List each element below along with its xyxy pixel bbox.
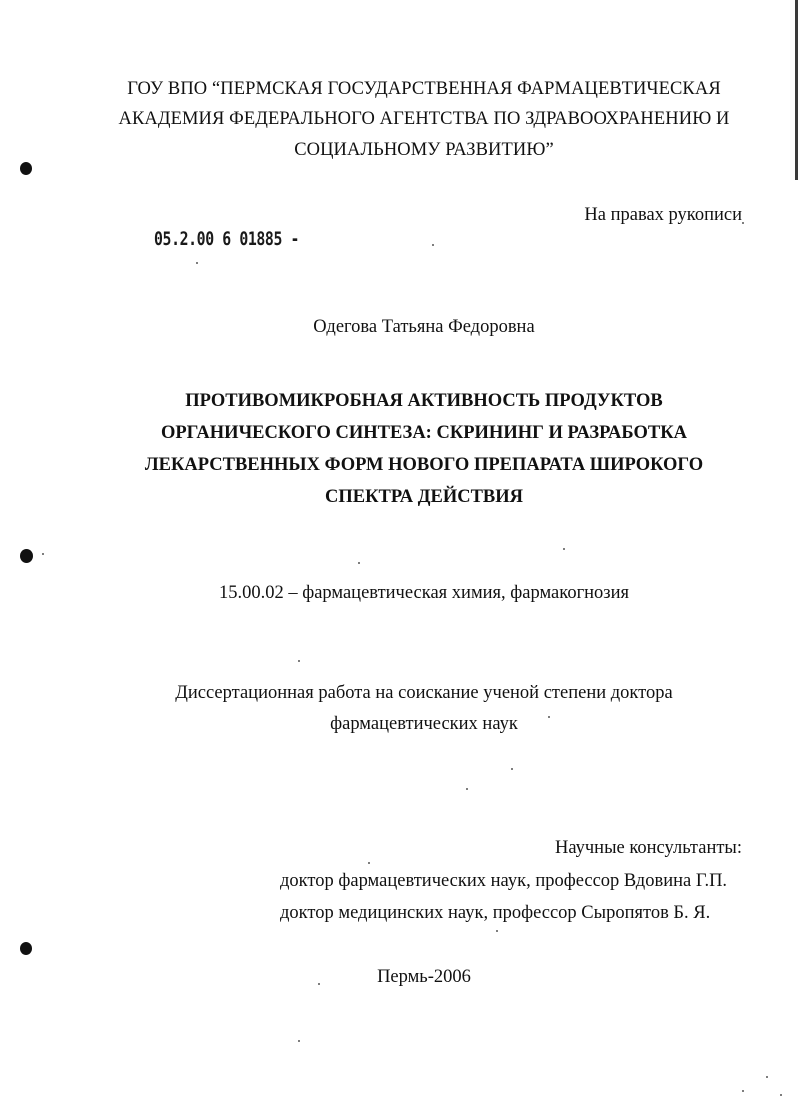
binding-mark-3 (20, 942, 32, 955)
specialty-line: 15.00.02 – фармацевтическая химия, фармакогнозия (218, 583, 630, 603)
place-year: Пермь-2006 (377, 967, 471, 987)
scan-speck (298, 1040, 300, 1042)
scan-speck (780, 1094, 782, 1096)
consultants-heading: Научные консультанты: (555, 838, 742, 858)
scan-speck (548, 716, 550, 718)
consultant-1: доктор фармацевтических наук, профессор Вдовина Г.П. (280, 871, 728, 891)
institution-line-3: СОЦИАЛЬНОМУ РАЗВИТИЮ” (294, 140, 554, 160)
scan-speck (496, 930, 498, 932)
binding-mark-1 (20, 162, 32, 175)
scan-speck (318, 983, 320, 985)
scan-speck (766, 1076, 768, 1078)
institution-line-1: ГОУ ВПО “ПЕРМСКАЯ ГОСУДАРСТВЕННАЯ ФАРМАЦЕВТИЧЕСКАЯ (127, 79, 721, 99)
scan-speck (298, 660, 300, 662)
scan-speck (432, 244, 434, 246)
title-line-3: ЛЕКАРСТВЕННЫХ ФОРМ НОВОГО ПРЕПАРАТА ШИРОКОГО (144, 455, 704, 475)
title-line-1: ПРОТИВОМИКРОБНАЯ АКТИВНОСТЬ ПРОДУКТОВ (185, 391, 663, 411)
scan-speck (742, 222, 744, 224)
scan-speck (42, 553, 44, 555)
degree-line-1: Диссертационная работа на соискание ученой степени доктора (175, 683, 673, 703)
degree-line-2: фармацевтических наук (330, 714, 518, 734)
scan-speck (563, 548, 565, 550)
scan-speck (466, 788, 468, 790)
binding-mark-2 (20, 549, 33, 563)
manuscript-rights: На правах рукописи (584, 205, 742, 225)
institution-line-2: АКАДЕМИЯ ФЕДЕРАЛЬНОГО АГЕНТСТВА ПО ЗДРАВООХРАНЕНИЮ И (118, 109, 730, 129)
catalog-stamp: 05.2.00 6 01885 - (154, 228, 300, 250)
title-line-4: СПЕКТРА ДЕЙСТВИЯ (324, 487, 523, 507)
scan-speck (368, 862, 370, 864)
scan-speck (511, 768, 513, 770)
scan-speck (358, 562, 360, 564)
scan-speck (742, 1090, 744, 1092)
author-name: Одегова Татьяна Федоровна (313, 317, 535, 337)
title-line-2: ОРГАНИЧЕСКОГО СИНТЕЗА: СКРИНИНГ И РАЗРАБОТКА (160, 423, 688, 443)
consultant-2: доктор медицинских наук, профессор Сыропятов Б. Я. (280, 903, 711, 923)
scan-speck (196, 262, 198, 264)
